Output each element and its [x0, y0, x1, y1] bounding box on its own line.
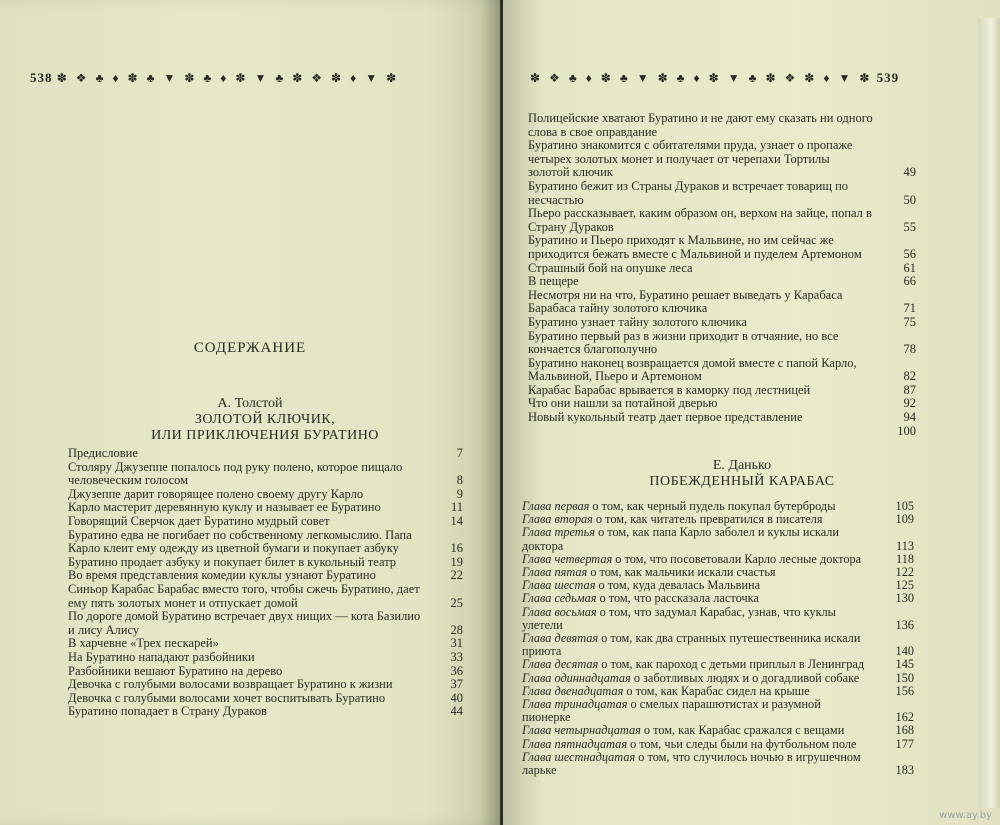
toc-entry-page: 92	[903, 396, 916, 411]
toc-entry-page: 78	[903, 342, 916, 357]
chapter-label: Глава восьмая	[522, 604, 597, 619]
chapter-label: Глава пятнадцатая	[522, 736, 628, 751]
toc-entry-page: 168	[895, 723, 914, 738]
chapter-label: Глава тринадцатая	[522, 697, 628, 712]
toc-entry-title: Что они нашли за потайной дверью	[528, 396, 718, 411]
toc-entry-page: 55	[903, 219, 916, 234]
toc-entry	[528, 330, 916, 357]
toc-entry-title: Буратино попадает в Страну Дураков	[68, 704, 267, 719]
toc-entry-page: 31	[450, 636, 463, 651]
chapter-label: Глава десятая	[522, 657, 599, 672]
toc-entry-title: Новый кукольный театр дает первое представление	[528, 410, 803, 425]
toc-entry-page: 75	[903, 314, 916, 329]
toc-entry-title: Карабас Барабас врывается в каморку под лестницей	[528, 382, 811, 397]
toc-entry	[528, 384, 916, 398]
toc-entry	[68, 447, 463, 461]
toc-entry-title: Глава вторая о том, как читатель превратился в писателя	[522, 512, 823, 527]
toc-entry-title: Во время представления комедии куклы узнают Буратино	[68, 568, 376, 583]
toc-entry-page: 118	[896, 551, 914, 566]
toc-entry-page: 50	[903, 192, 916, 207]
chapter-label: Глава седьмая	[522, 591, 597, 606]
toc-entry	[528, 234, 916, 261]
toc-entry-page: 8	[456, 473, 463, 488]
right-page-header	[530, 70, 899, 86]
toc-entry-title: Несмотря ни на что, Буратино решает выведать у Карабаса Барабаса тайну золотого ключика	[528, 287, 843, 316]
chapter-label: Глава шестнадцатая	[522, 749, 636, 764]
toc-entry-page: 183	[895, 763, 914, 778]
toc-entry-page: 136	[895, 617, 914, 632]
chapter-label: Глава третья	[522, 525, 595, 540]
toc-entry-title: Девочка с голубыми волосами возвращает Буратино к жизни	[68, 677, 393, 692]
toc-entry	[68, 637, 463, 651]
toc-entry	[522, 606, 914, 632]
toc-entry-title: Страшный бой на опушке леса	[528, 260, 693, 275]
toc-entry-title: Буратино узнает тайну золотого ключика	[528, 314, 747, 329]
toc-entry-title: Глава девятая о том, как два странных путешественника искали приюта	[522, 631, 861, 659]
toc-entry-page: 100	[897, 423, 916, 438]
toc-entry-page: 82	[903, 369, 916, 384]
toc-entry	[528, 207, 916, 234]
toc-entry-title: На Буратино нападают разбойники	[68, 649, 255, 664]
right-page-number: 539	[876, 70, 900, 85]
toc-entry	[528, 411, 916, 425]
book-title-danko: ПОБЕЖДЕННЫЙ КАРАБАС	[649, 474, 835, 489]
toc-entry	[528, 275, 916, 289]
toc-entry	[68, 529, 463, 556]
toc-entry	[68, 610, 463, 637]
toc-entry-page: 105	[895, 499, 914, 513]
toc-list-tolstoy	[68, 447, 463, 719]
toc-entry-title: Столяру Джузеппе попалось под руку полено, которое пищало человеческим голосом	[68, 459, 403, 488]
toc-entry	[528, 425, 916, 439]
toc-entry-title: Буратино продает азбуку и покупает билет в кукольный театр	[68, 554, 397, 569]
toc-entry-title: Буратино наконец возвращается домой вместе с папой Карло, Мальвиной, Пьеро и Артемоном	[528, 355, 857, 384]
toc-entry	[68, 678, 463, 692]
toc-entry-page: 49	[903, 165, 916, 180]
contents-heading: СОДЕРЖАНИЕ	[193, 340, 307, 356]
toc-entry-title: В пещере	[528, 274, 579, 289]
toc-entry-page: 87	[903, 382, 916, 397]
toc-entry-title: По дороге домой Буратино встречает двух нищих — кота Базилио и лису Алису	[68, 609, 421, 637]
toc-entry	[68, 515, 463, 529]
toc-entry-page: 145	[895, 657, 914, 672]
toc-entry-title: Глава десятая о том, как пароход с детьми приплыл в Ленинград	[522, 657, 865, 672]
toc-entry	[68, 651, 463, 665]
toc-entry-page: 22	[450, 568, 463, 583]
chapter-label: Глава четвертая	[522, 551, 613, 566]
toc-entry	[68, 556, 463, 570]
toc-entry-page: 19	[450, 554, 463, 569]
toc-entry-page: 156	[895, 683, 914, 698]
toc-entry-title: В харчевне «Трех пескарей»	[68, 636, 219, 651]
toc-entry	[522, 632, 914, 658]
toc-entry-title: Глава шестая о том, куда девалась Мальвина	[522, 578, 761, 593]
author-tolstoy: А. Толстой	[217, 396, 283, 411]
toc-entry	[68, 692, 463, 706]
toc-entry-title: Буратино едва не погибает по собственному легкомыслию. Папа Карло клеит ему одежду из цветной бумаги и покупает азбуку	[68, 527, 412, 556]
toc-entry-page: 162	[895, 710, 914, 725]
toc-entry-page: 150	[895, 670, 914, 685]
toc-entry-page: 36	[450, 663, 463, 678]
chapter-label: Глава одиннадцатая	[522, 670, 631, 685]
book-title-tolstoy	[0, 412, 530, 444]
toc-entry-title: Буратино знакомится с обитателями пруда, узнает о пропаже четырех золотых монет и получает от черепахи Тортилы золотой ключик	[528, 138, 853, 180]
toc-entry-page: 16	[450, 541, 463, 556]
chapter-label: Глава шестая	[522, 578, 596, 593]
toc-entry	[522, 751, 914, 777]
toc-entry-title: Пьеро рассказывает, каким образом он, верхом на зайце, попал в Страну Дураков	[528, 206, 872, 234]
toc-entry-page: 130	[895, 591, 914, 606]
chapter-label: Глава четырнадцатая	[522, 723, 641, 738]
toc-entry-page: 7	[456, 446, 463, 460]
toc-entry	[528, 112, 916, 139]
toc-entry	[68, 569, 463, 583]
toc-entry-title: Предисловие	[68, 446, 138, 460]
chapter-label: Глава пятая	[522, 565, 588, 580]
left-page-number: 538	[30, 70, 53, 85]
toc-entry-title: Карло мастерит деревянную куклу и называет ее Буратино	[68, 500, 381, 515]
author-danko: Е. Данько	[712, 458, 772, 473]
toc-entry-page: 71	[903, 301, 916, 316]
watermark: www.ay.by	[939, 810, 992, 821]
right-page	[503, 0, 1000, 825]
left-page-header	[30, 70, 399, 86]
chapter-label: Глава вторая	[522, 512, 593, 527]
chapter-label: Глава девятая	[522, 631, 599, 646]
toc-entry-title: Глава одиннадцатая о заботливых людях и о догадливой собаке	[522, 670, 860, 685]
toc-entry-title: Глава первая о том, как черный пудель покупал бутерброды	[522, 499, 836, 513]
toc-entry	[68, 705, 463, 719]
toc-entry-page: 44	[450, 704, 463, 719]
toc-entry-page: 177	[895, 736, 914, 751]
toc-entry-title: Глава двенадцатая о том, как Карабас сидел на крыше	[522, 683, 810, 698]
toc-entry	[528, 262, 916, 276]
toc-entry	[528, 357, 916, 384]
page-edges	[978, 18, 1000, 808]
toc-entry-title: Синьор Карабас Барабас вместо того, чтобы сжечь Буратино, дает ему пять золотых монет и отпускает домой	[68, 581, 420, 610]
toc-entry-page: 40	[450, 690, 463, 705]
toc-entry	[528, 316, 916, 330]
toc-list-danko	[522, 500, 914, 777]
toc-entry-title: Говорящий Сверчок дает Буратино мудрый совет	[68, 513, 330, 528]
toc-entry	[68, 501, 463, 515]
toc-entry-title: Глава пятнадцатая о том, чьи следы были на футбольном поле	[522, 736, 857, 751]
toc-entry-title: Глава третья о том, как папа Карло заболел и куклы искали доктора	[522, 525, 840, 553]
toc-entry-page: 125	[895, 578, 914, 593]
toc-entry-page: 113	[896, 538, 914, 553]
ornament-border: ✽ ❖ ♣ ♦ ✽ ♣ ▼ ✽ ♣ ♦ ✽ ▼ ♣ ✽ ❖ ✽ ♦ ▼ ✽	[56, 71, 400, 85]
toc-entry-page: 122	[895, 565, 914, 580]
toc-entry-title: Глава шестнадцатая о том, что случилось ночью в игрушечном ларьке	[522, 749, 861, 778]
toc-entry	[68, 583, 463, 610]
toc-entry	[528, 180, 916, 207]
book-title-line-1: ЗОЛОТОЙ КЛЮЧИК,	[194, 412, 336, 427]
toc-entry	[528, 289, 916, 316]
toc-entry-page: 109	[895, 512, 914, 527]
toc-entry-page: 33	[450, 649, 463, 664]
toc-entry-title: Глава четвертая о том, что посоветовали Карло лесные доктора	[522, 551, 862, 566]
toc-entry-page: 9	[456, 486, 463, 501]
toc-entry-page: 66	[903, 274, 916, 289]
toc-entry-title: Девочка с голубыми волосами хочет воспитывать Буратино	[68, 690, 386, 705]
toc-entry	[522, 698, 914, 724]
book-title-line-2: ИЛИ ПРИКЛЮЧЕНИЯ БУРАТИНО	[151, 428, 379, 443]
toc-entry-page: 28	[450, 622, 463, 637]
toc-entry-page: 25	[450, 595, 463, 610]
toc-entry	[522, 526, 914, 552]
toc-entry-title: Буратино и Пьеро приходят к Мальвине, но им сейчас же приходится бежать вместе с Мальвиной и пуделем Артемоном	[528, 233, 862, 261]
toc-entry-page: 61	[903, 260, 916, 275]
toc-entry-page: 37	[450, 677, 463, 692]
toc-entry-title: Буратино бежит из Страны Дураков и встречает товарищ по несчастью	[528, 178, 849, 207]
toc-entry	[68, 461, 463, 488]
toc-entry-title: Глава четырнадцатая о том, как Карабас сражался с вещами	[522, 723, 845, 738]
toc-entry-page: 94	[903, 410, 916, 425]
ornament-border: ✽ ❖ ♣ ♦ ✽ ♣ ▼ ✽ ♣ ♦ ✽ ▼ ♣ ✽ ❖ ✽ ♦ ▼ ✽	[530, 71, 873, 85]
toc-entry-page: 14	[450, 513, 463, 528]
toc-entry-title: Глава восьмая о том, что задумал Карабас, узнав, что куклы улетели	[522, 604, 836, 632]
toc-entry-page: 56	[903, 246, 916, 261]
toc-entry-page: 11	[450, 500, 463, 515]
toc-entry	[68, 488, 463, 502]
toc-entry-title: Глава седьмая о том, что рассказала ласточка	[522, 591, 759, 606]
toc-entry-title: Буратино первый раз в жизни приходит в отчаяние, но все кончается благополучно	[528, 328, 839, 357]
toc-entry	[528, 139, 916, 180]
toc-entry-title: Джузеппе дарит говорящее полено своему другу Карло	[68, 486, 364, 501]
chapter-label: Глава двенадцатая	[522, 683, 624, 698]
chapter-label: Глава первая	[522, 499, 590, 513]
toc-entry-title: Глава тринадцатая о смелых парашютистах и разумной пионерке	[522, 697, 821, 725]
toc-entry	[68, 665, 463, 679]
toc-entry-title: Разбойники вешают Буратино на дерево	[68, 663, 283, 678]
toc-entry	[528, 397, 916, 411]
toc-entry-page: 140	[895, 644, 914, 659]
toc-list-tolstoy-continued	[528, 112, 916, 438]
toc-entry-title: Глава пятая о том, как мальчики искали счастья	[522, 565, 776, 580]
toc-entry-title: Полицейские хватают Буратино и не дают ему сказать ни одного слова в свое оправдание	[528, 111, 873, 139]
